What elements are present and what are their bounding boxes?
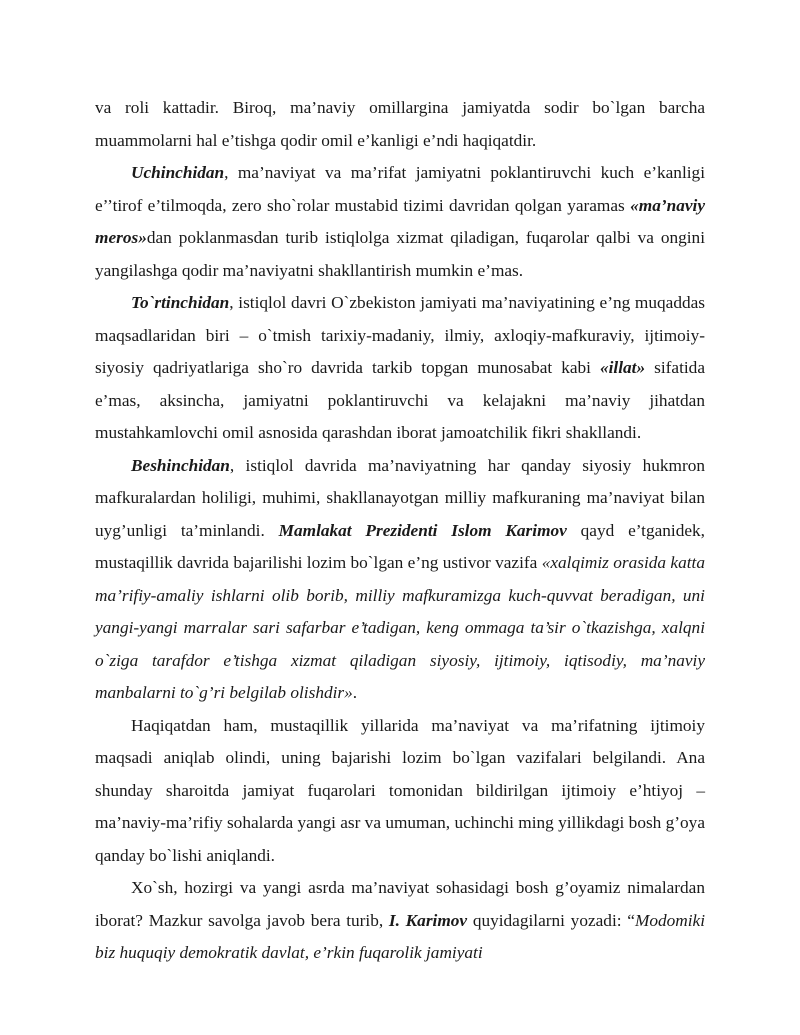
document-page xyxy=(95,92,705,970)
emphasis-bold-italic: «illat» xyxy=(599,358,646,377)
emphasis-bold-italic: Uchinchidan xyxy=(131,163,225,182)
paragraph xyxy=(95,450,705,710)
emphasis-bold-italic: To`rtinchidan xyxy=(131,293,230,312)
paragraph xyxy=(95,157,705,287)
emphasis-bold-italic: Mamlakat Prezidenti Islom Karimov xyxy=(278,520,567,540)
paragraph xyxy=(95,872,705,970)
text-run: sifatida e’mas, aksincha, jamiyatni poklantiruvchi va kelajakni ma’naviy jihatdan mustahkamlovchi omil asnosida qarashdan iborat jamoatchilik fikri shakllandi. xyxy=(95,358,705,442)
text-run: quyidagilarni yozadi: “ xyxy=(467,910,635,930)
text-run: qayd e’tganidek, mustaqillik davrida bajarilishi lozim bo`lgan e’ng ustivor vazifa xyxy=(95,520,706,572)
text-run: , istiqlol davrida ma’naviyatning har qanday siyosiy hukmron mafkuralardan holiligi, muhimi, shakllanayotgan milliy mafkuraning ma’naviyat bilan uyg’unligi ta’minlandi. xyxy=(95,455,705,540)
paragraph xyxy=(95,92,705,157)
text-run: , ma’naviyat va ma’rifat jamiyatni poklantiruvchi kuch e’kanligi e’’tirof e’tilmoqda, zero sho`rolar mustabid tizimi davridan qolgan yaramas xyxy=(95,163,705,215)
emphasis-bold-italic: Beshinchidan xyxy=(131,455,230,475)
text-run: dan poklanmasdan turib istiqlolga xizmat qiladigan, fuqarolar qalbi va ongini yangilashga qodir ma’naviyatni shakllantirish mumkin e’mas. xyxy=(95,228,705,280)
text-run: . xyxy=(352,683,358,702)
text-run: Xo`sh, hozirgi va yangi asrda ma’naviyat sohasidagi bosh g’oyamiz nimalardan iborat? Mazkur savolga javob bera turib, xyxy=(95,878,705,930)
emphasis-italic: Modomiki biz huquqiy demokratik davlat, e’rkin fuqarolik jamiyati xyxy=(95,910,706,962)
emphasis-bold-italic: «ma’naviy meros» xyxy=(95,195,705,247)
text-run: Haqiqatdan ham, mustaqillik yillarida ma’naviyat va ma’rifatning ijtimoiy maqsadi aniqlab olindi, uning bajarishi lozim bo`lgan vazifalari belgilandi. Ana shunday sharoitda jamiyat fuqarolari tomonidan bildirilgan ijtimoiy e’htiyoj – ma’naviy-ma’rifiy sohalarda yangi asr va umuman, uchinchi ming yillikdagi bosh g’oya qanday bo`lishi aniqlandi. xyxy=(95,715,705,865)
text-run: , istiqlol davri O`zbekiston jamiyati ma’naviyatining e’ng muqaddas maqsadlaridan biri – o`tmish tarixiy-madaniy, ilmiy, axloqiy-mafkuraviy, ijtimoiy-siyosiy qadriyatlariga sho`ro davrida tarkib topgan munosabat kabi xyxy=(95,293,705,377)
emphasis-italic: «xalqimiz orasida katta ma’rifiy-amaliy ishlarni olib borib, milliy mafkuramizga kuch-quvvat beradigan, uni yangi-yangi marralar sari safarbar e’tadigan, keng ommaga ta’sir o`tkazishga, xalqni o`ziga tarafdor e’tishga xizmat qiladigan siyosiy, ijtimoiy, iqtisodiy, ma’naviy manbalarni to`g’ri belgilab olishdir» xyxy=(95,553,705,702)
text-run: va roli kattadir. Biroq, ma’naviy omillargina jamiyatda sodir bo`lgan barcha muammolarni hal e’tishga qodir omil e’kanligi e’ndi haqiqatdir. xyxy=(95,98,705,150)
emphasis-bold-italic: I. Karimov xyxy=(388,910,468,930)
paragraph xyxy=(95,287,705,450)
paragraph xyxy=(95,710,705,873)
